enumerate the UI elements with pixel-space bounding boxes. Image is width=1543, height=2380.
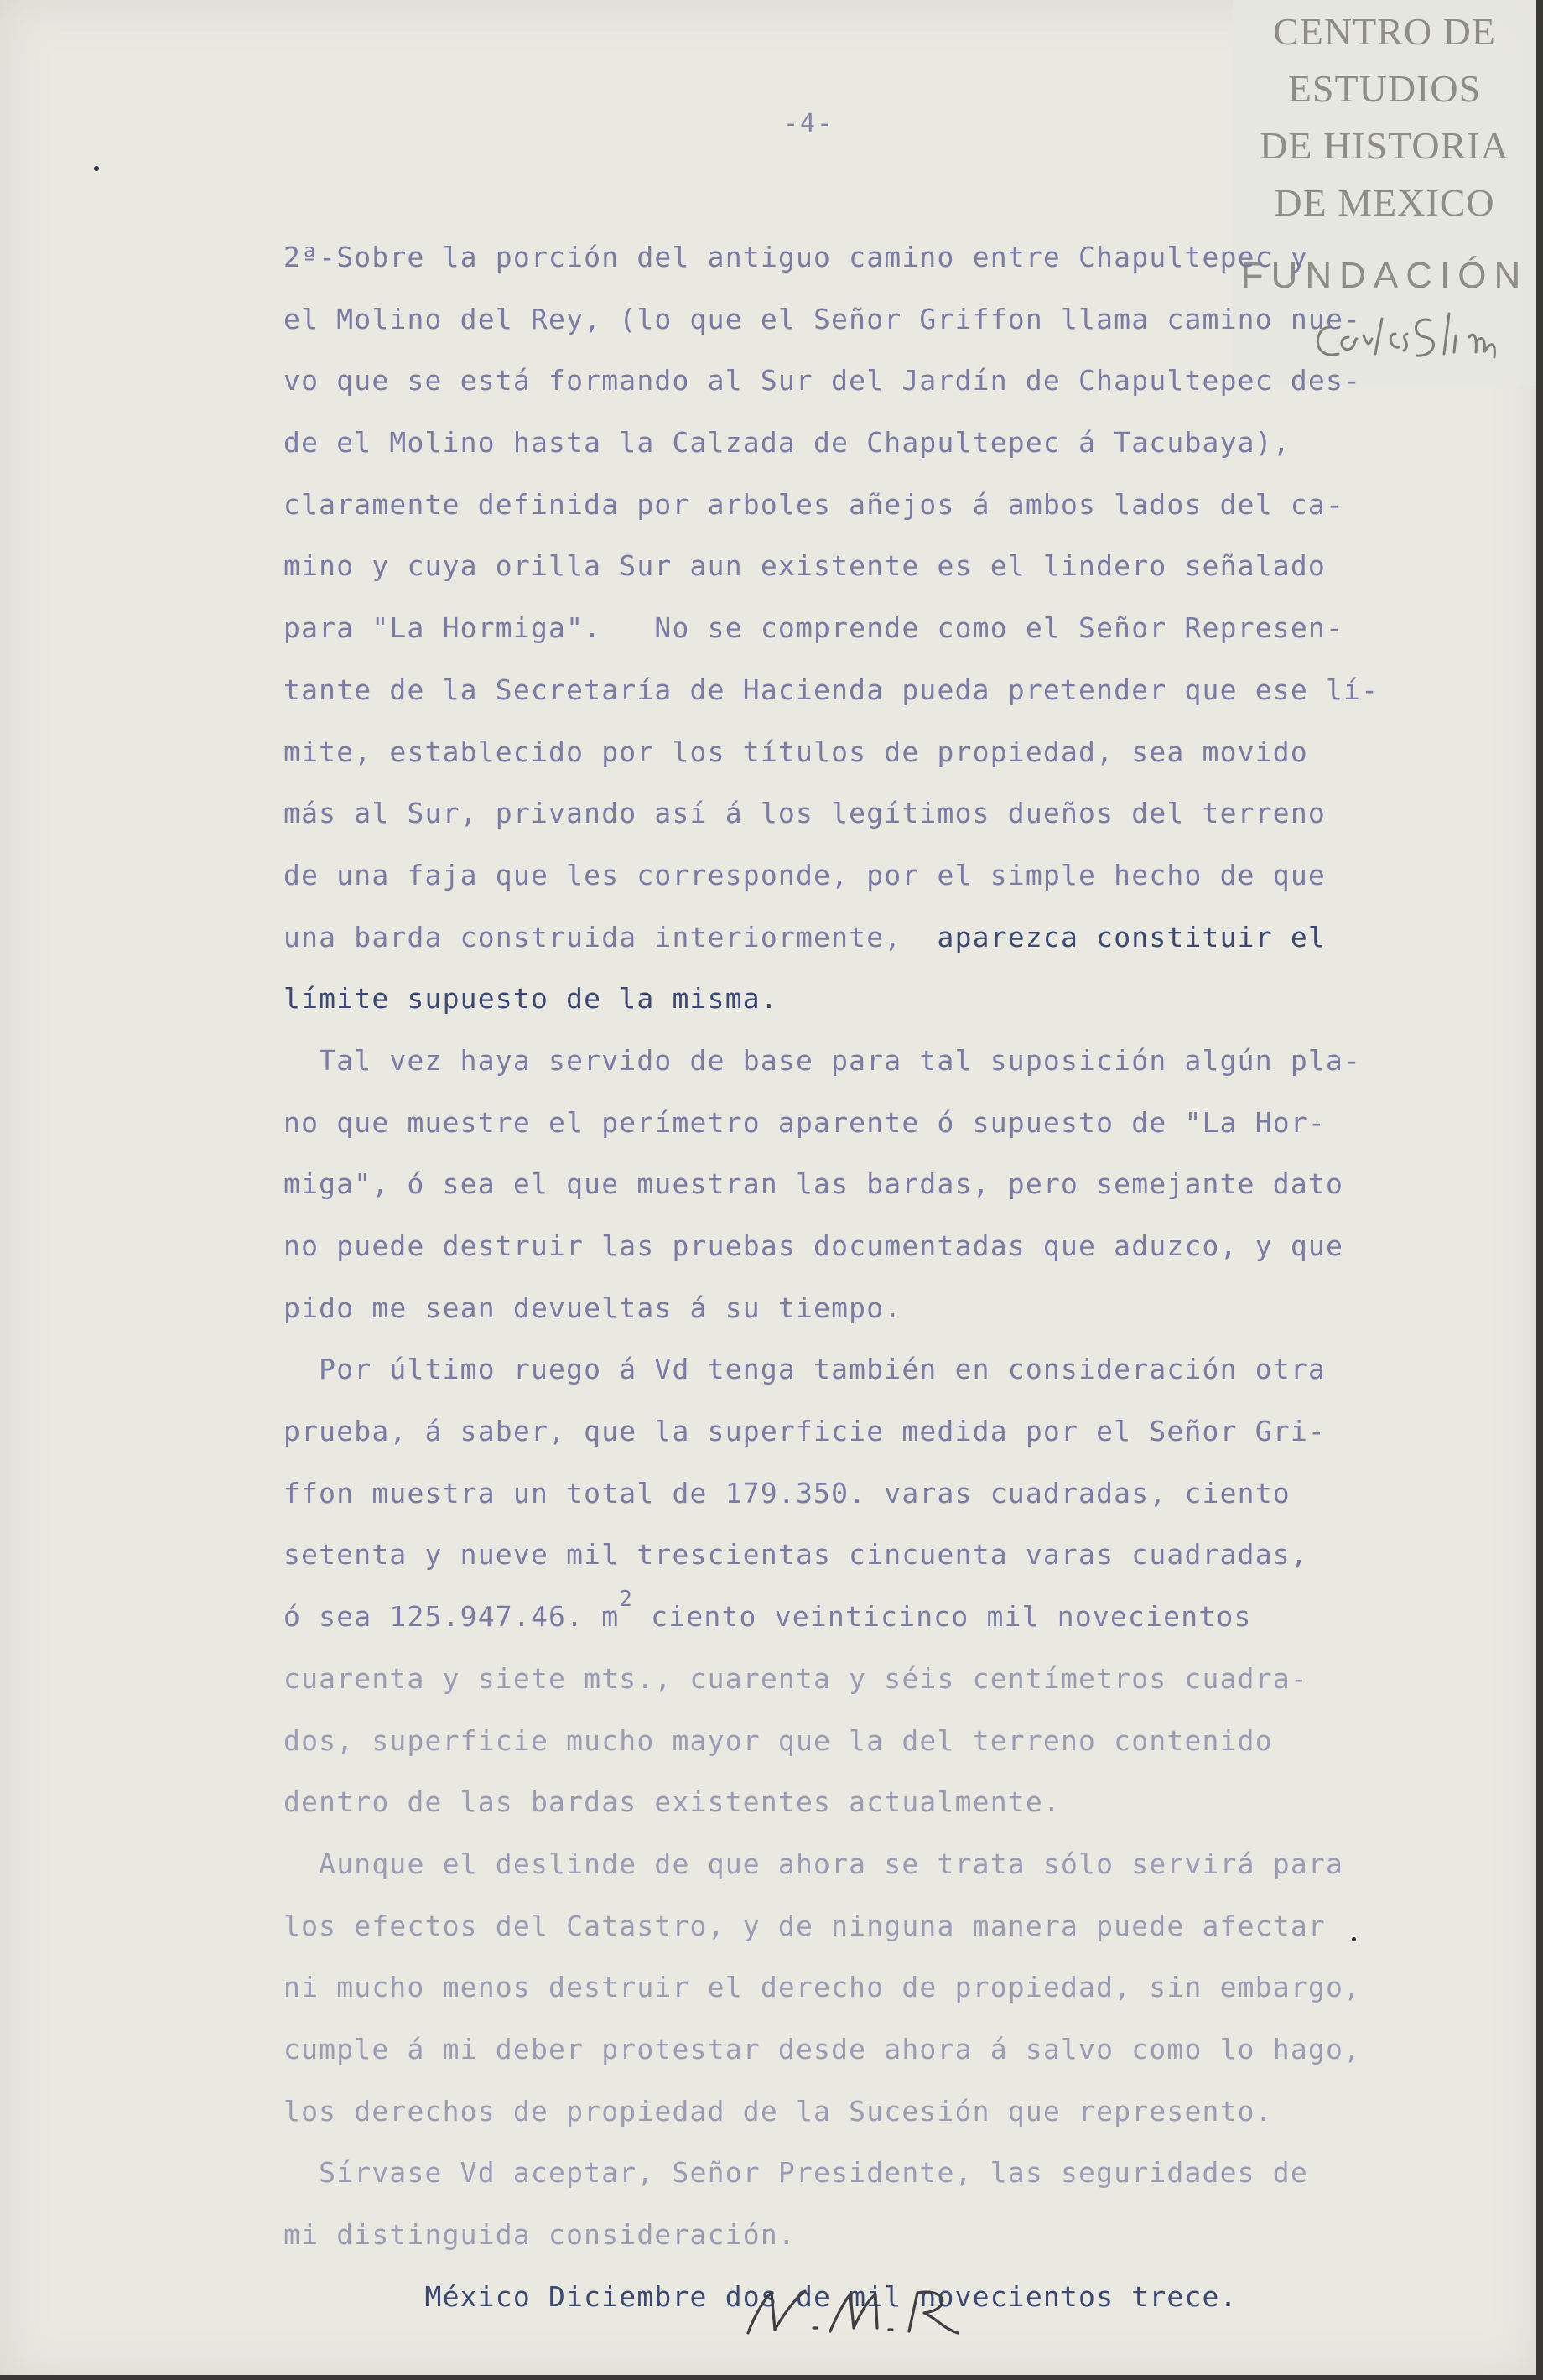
text-line: 2ª-Sobre la porción del antiguo camino entre Chapultepec y bbox=[283, 241, 1308, 273]
text-segment: una barda construida interiormente, bbox=[283, 920, 902, 954]
text-line: setenta y nueve mil trescientas cincuenta varas cuadradas, bbox=[283, 1538, 1308, 1572]
watermark-foundation: FUNDACIÓN bbox=[1240, 255, 1529, 296]
text-line: Tal vez haya servido de base para tal suposición algún pla- bbox=[283, 1043, 1362, 1077]
text-line: cuarenta y siete mts., cuarenta y séis centímetros cuadra- bbox=[283, 1661, 1308, 1695]
text-line: Sírvase Vd aceptar, Señor Presidente, las seguridades de bbox=[283, 2156, 1308, 2190]
watermark-line-2: ESTUDIOS bbox=[1287, 67, 1482, 110]
text-line: claramente definida por arboles añejos á ambos lados del ca- bbox=[283, 487, 1344, 521]
text-line: más al Sur, privando así á los legítimos dueños del terreno bbox=[283, 797, 1326, 830]
text-line: dos, superficie mucho mayor que la del terreno contenido bbox=[283, 1723, 1273, 1757]
page-edge bbox=[1536, 0, 1543, 2380]
text-line: vo que se está formando al Sur del Jardín de Chapultepec des- bbox=[283, 364, 1362, 398]
text-line: tante de la Secretaría de Hacienda pueda pretender que ese lí- bbox=[283, 673, 1379, 706]
date-line: México Diciembre dos de mil novecientos trece. bbox=[283, 2279, 1238, 2313]
text-line: el Molino del Rey, (lo que el Señor Griffon llama camino nue- bbox=[283, 302, 1362, 335]
text-line: mino y cuya orilla Sur aun existente es el lindero señalado bbox=[283, 549, 1326, 583]
ink-mark bbox=[94, 166, 99, 171]
text-line: no puede destruir las pruebas documentadas que aduzco, y que bbox=[283, 1229, 1344, 1262]
document-body bbox=[283, 226, 1424, 2327]
text-line-area bbox=[283, 1586, 1424, 1648]
text-line-insert bbox=[283, 907, 1424, 969]
text-line: miga", ó sea el que muestran las bardas, pero semejante dato bbox=[283, 1167, 1344, 1201]
initials-signature-icon bbox=[738, 2281, 1057, 2348]
watermark-line-3: DE HISTORIA bbox=[1260, 124, 1509, 167]
text-line: para "La Hormiga". No se comprende como el Señor Represen- bbox=[283, 611, 1344, 645]
text-line: dentro de las bardas existentes actualmente. bbox=[283, 1785, 1061, 1819]
text-line: Aunque el deslinde de que ahora se trata sólo servirá para bbox=[283, 1847, 1344, 1880]
text-segment: ciento veinticinco mil novecientos bbox=[633, 1600, 1252, 1634]
typed-insert: aparezca constituir el bbox=[937, 920, 1327, 954]
text-line: Por último ruego á Vd tenga también en consideración otra bbox=[283, 1353, 1326, 1386]
page-edge bbox=[0, 2375, 1543, 2380]
text-line: los efectos del Catastro, y de ninguna manera puede afectar bbox=[283, 1909, 1326, 1942]
text-line: ffon muestra un total de 179.350. varas cuadradas, ciento bbox=[283, 1476, 1291, 1510]
page-number: -4- bbox=[783, 109, 834, 138]
superscript: 2 bbox=[619, 1587, 634, 1613]
text-line: de el Molino hasta la Calzada de Chapultepec á Tacubaya), bbox=[283, 426, 1291, 460]
watermark-line-1: CENTRO DE bbox=[1273, 10, 1496, 53]
text-line: de una faja que les corresponde, por el simple hecho de que bbox=[283, 858, 1326, 891]
text-line: no que muestre el perímetro aparente ó supuesto de "La Hor- bbox=[283, 1105, 1326, 1139]
text-line: mi distinguida consideración. bbox=[283, 2218, 796, 2251]
text-line: pido me sean devueltas á su tiempo. bbox=[283, 1291, 902, 1324]
text-line: cumple á mi deber protestar desde ahora á salvo como lo hago, bbox=[283, 2032, 1362, 2066]
text-line: prueba, á saber, que la superficie medida por el Señor Gri- bbox=[283, 1415, 1326, 1448]
text-line-typed: límite supuesto de la misma. bbox=[283, 982, 778, 1016]
text-segment: ó sea 125.947.46. m bbox=[283, 1600, 620, 1634]
watermark-line-4: DE MEXICO bbox=[1274, 181, 1495, 224]
text-line: los derechos de propiedad de la Sucesión que represento. bbox=[283, 2094, 1273, 2128]
text-line: mite, establecido por los títulos de propiedad, sea movido bbox=[283, 735, 1308, 768]
text-line: ni mucho menos destruir el derecho de propiedad, sin embargo, bbox=[283, 1971, 1362, 2004]
